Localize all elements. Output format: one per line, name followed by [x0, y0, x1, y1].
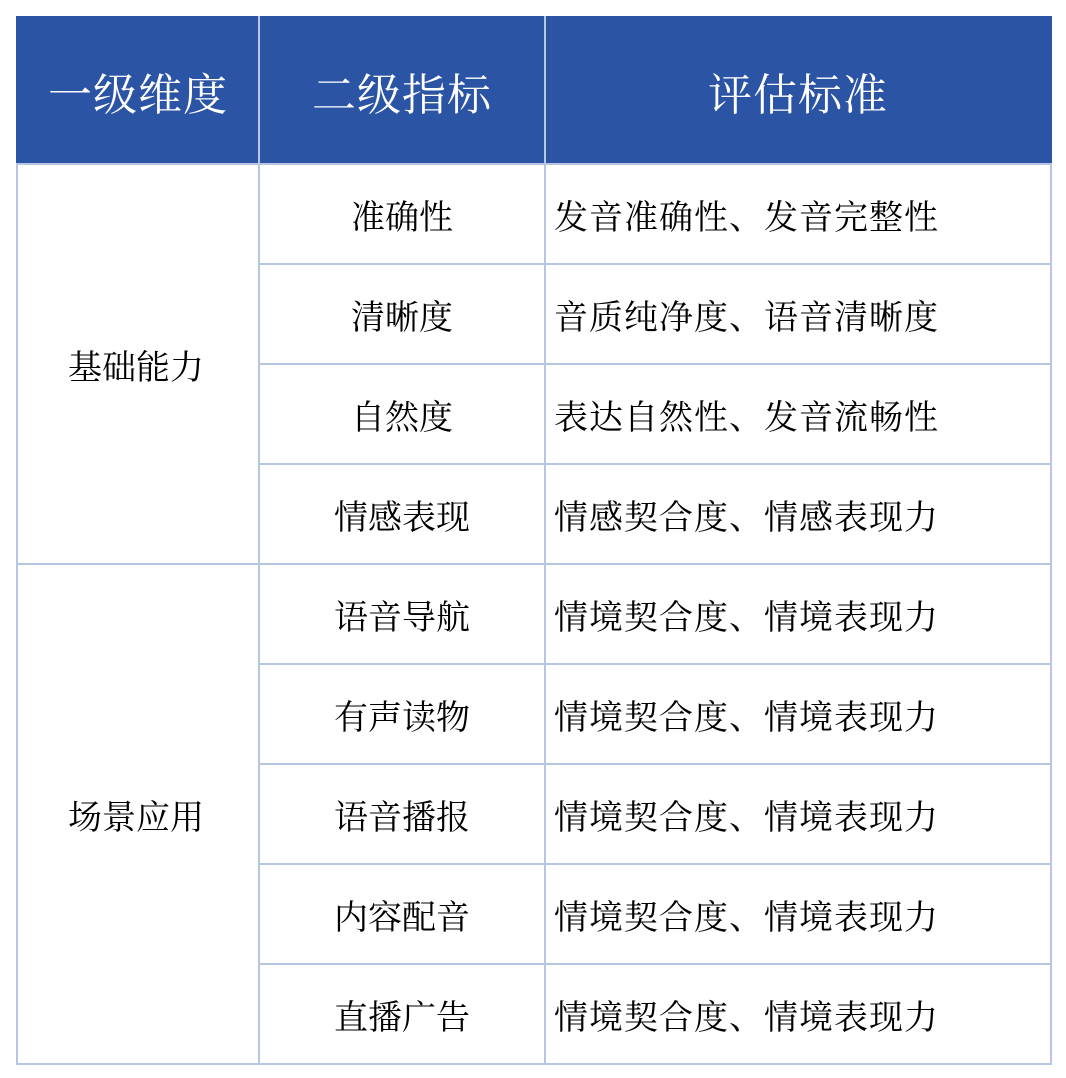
evaluation-table	[16, 16, 1052, 1065]
standard-cell: 情境契合度、情境表现力	[545, 664, 1051, 764]
header-first-level-dimension: 一级维度	[17, 17, 259, 164]
indicator-cell: 直播广告	[259, 964, 545, 1064]
indicator-cell: 语音播报	[259, 764, 545, 864]
header-row	[17, 17, 1051, 164]
indicator-cell: 准确性	[259, 164, 545, 264]
dimension-cell-scenario: 场景应用	[17, 564, 259, 1064]
standard-cell: 音质纯净度、语音清晰度	[545, 264, 1051, 364]
standard-cell: 情境契合度、情境表现力	[545, 564, 1051, 664]
standard-cell: 情感契合度、情感表现力	[545, 464, 1051, 564]
indicator-cell: 内容配音	[259, 864, 545, 964]
standard-cell: 情境契合度、情境表现力	[545, 864, 1051, 964]
dimension-cell-basic: 基础能力	[17, 164, 259, 564]
standard-cell: 表达自然性、发音流畅性	[545, 364, 1051, 464]
indicator-cell: 清晰度	[259, 264, 545, 364]
header-evaluation-standard: 评估标准	[545, 17, 1051, 164]
standard-cell: 发音准确性、发音完整性	[545, 164, 1051, 264]
indicator-cell: 语音导航	[259, 564, 545, 664]
standard-cell: 情境契合度、情境表现力	[545, 764, 1051, 864]
standard-cell: 情境契合度、情境表现力	[545, 964, 1051, 1064]
header-second-level-indicator: 二级指标	[259, 17, 545, 164]
table-row	[17, 564, 1051, 664]
indicator-cell: 情感表现	[259, 464, 545, 564]
indicator-cell: 有声读物	[259, 664, 545, 764]
table-body	[17, 164, 1051, 1064]
indicator-cell: 自然度	[259, 364, 545, 464]
table-header	[17, 17, 1051, 164]
table-row	[17, 164, 1051, 264]
